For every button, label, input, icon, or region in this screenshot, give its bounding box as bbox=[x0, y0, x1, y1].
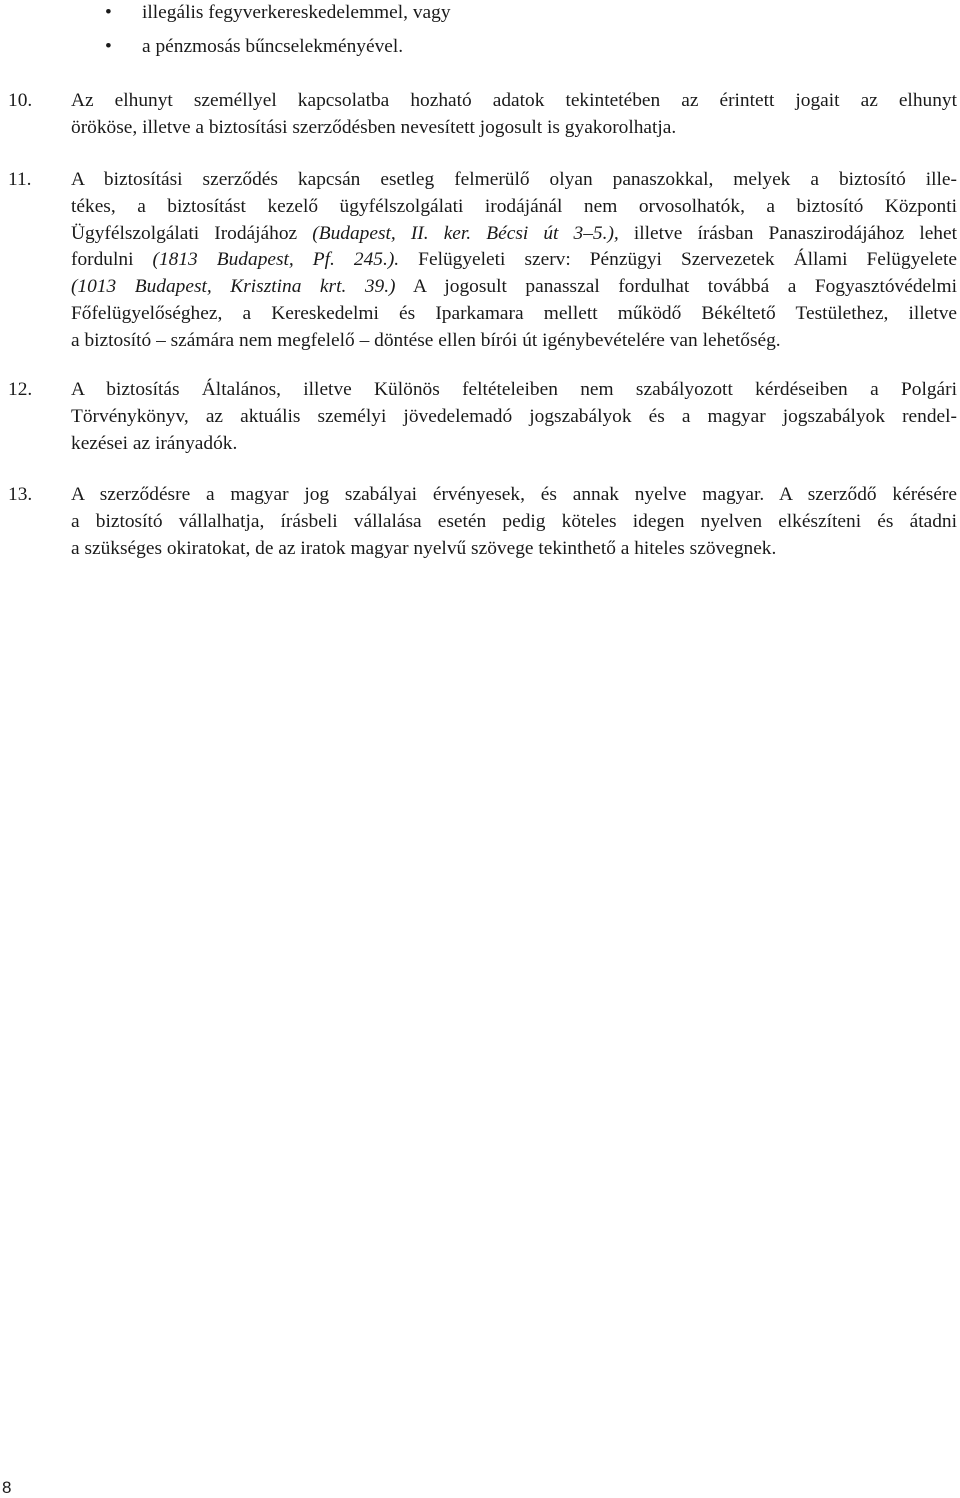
clause-line: örököse, illetve a biztosítási szerződésben nevesített jogosult is gyakorolhatja. bbox=[71, 116, 677, 138]
bullet-item: illegális fegyverkereskedelemmel, vagy bbox=[142, 2, 451, 23]
address-italic: (1813 Budapest, Pf. 245.). bbox=[152, 249, 400, 271]
clause-line bbox=[71, 221, 957, 248]
clause-number: 11. bbox=[8, 169, 32, 190]
clause-line: Főfelügyelőséghez, a Kereskedelmi és Iparkamara mellett működő Békéltető Testülethez, illetve bbox=[71, 302, 957, 324]
clause-text bbox=[71, 167, 957, 355]
text-run: A jogosult panasszal fordulhat továbbá a Fogyasztóvédelmi bbox=[395, 276, 957, 298]
text-run: illetve írásban Panaszirodájához lehet bbox=[618, 222, 957, 244]
clause-line: A szerződésre a magyar jog szabályai érvényesek, és annak nyelve magyar. A szerződő kérésére bbox=[71, 484, 957, 505]
clause-line: Törvénykönyv, az aktuális személyi jövedelemadó jogszabályok és a magyar jogszabályok rendel- bbox=[71, 405, 957, 427]
clause-line: a biztosító vállalhatja, írásbeli vállalása esetén pedig köteles idegen nyelven elkészíteni és átadni bbox=[71, 510, 957, 532]
clause-text bbox=[71, 88, 957, 142]
clause-text bbox=[71, 482, 957, 562]
clause-line: Az elhunyt személlyel kapcsolatba hozható adatok tekintetében az érintett jogait az elhunyt bbox=[71, 90, 957, 111]
bullet-item: a pénzmosás bűncselekményével. bbox=[142, 36, 404, 57]
clause-text bbox=[71, 377, 957, 457]
clause-line bbox=[71, 247, 957, 274]
address-italic: (Budapest, II. ker. Bécsi út 3–5.), bbox=[312, 222, 619, 244]
text-run: fordulni bbox=[71, 249, 153, 271]
clause-line: a szükséges okiratokat, de az iratok magyar nyelvű szövege tekinthető a hiteles szövegnek. bbox=[71, 537, 777, 559]
clause-line: tékes, a biztosítást kezelő ügyfélszolgálati irodájánál nem orvosolhatók, a biztosító Központi bbox=[71, 195, 957, 217]
page-number: 8 bbox=[2, 1478, 12, 1497]
bullet-symbol: • bbox=[105, 36, 112, 57]
clause-line: a biztosító – számára nem megfelelő – döntése ellen bírói út igénybevételére van lehetőség. bbox=[71, 329, 781, 351]
clause-line: kezései az irányadók. bbox=[71, 432, 238, 454]
clause-number: 10. bbox=[8, 90, 33, 111]
text-run: Ügyfélszolgálati Irodájához bbox=[71, 222, 313, 244]
clause-number: 12. bbox=[8, 379, 33, 400]
text-run: Felügyeleti szerv: Pénzügyi Szervezetek Állami Felügyelete bbox=[399, 249, 957, 271]
clause-number: 13. bbox=[8, 484, 33, 505]
clause-line: A biztosítási szerződés kapcsán esetleg felmerülő olyan panaszokkal, melyek a biztosító ille- bbox=[71, 169, 957, 190]
address-italic: (1013 Budapest, Krisztina krt. 39.) bbox=[71, 276, 396, 298]
clause-line: A biztosítás Általános, illetve Különös feltételeiben nem szabályozott kérdéseiben a Polgári bbox=[71, 379, 957, 400]
bullet-symbol: • bbox=[105, 2, 112, 23]
clause-line bbox=[71, 274, 957, 301]
